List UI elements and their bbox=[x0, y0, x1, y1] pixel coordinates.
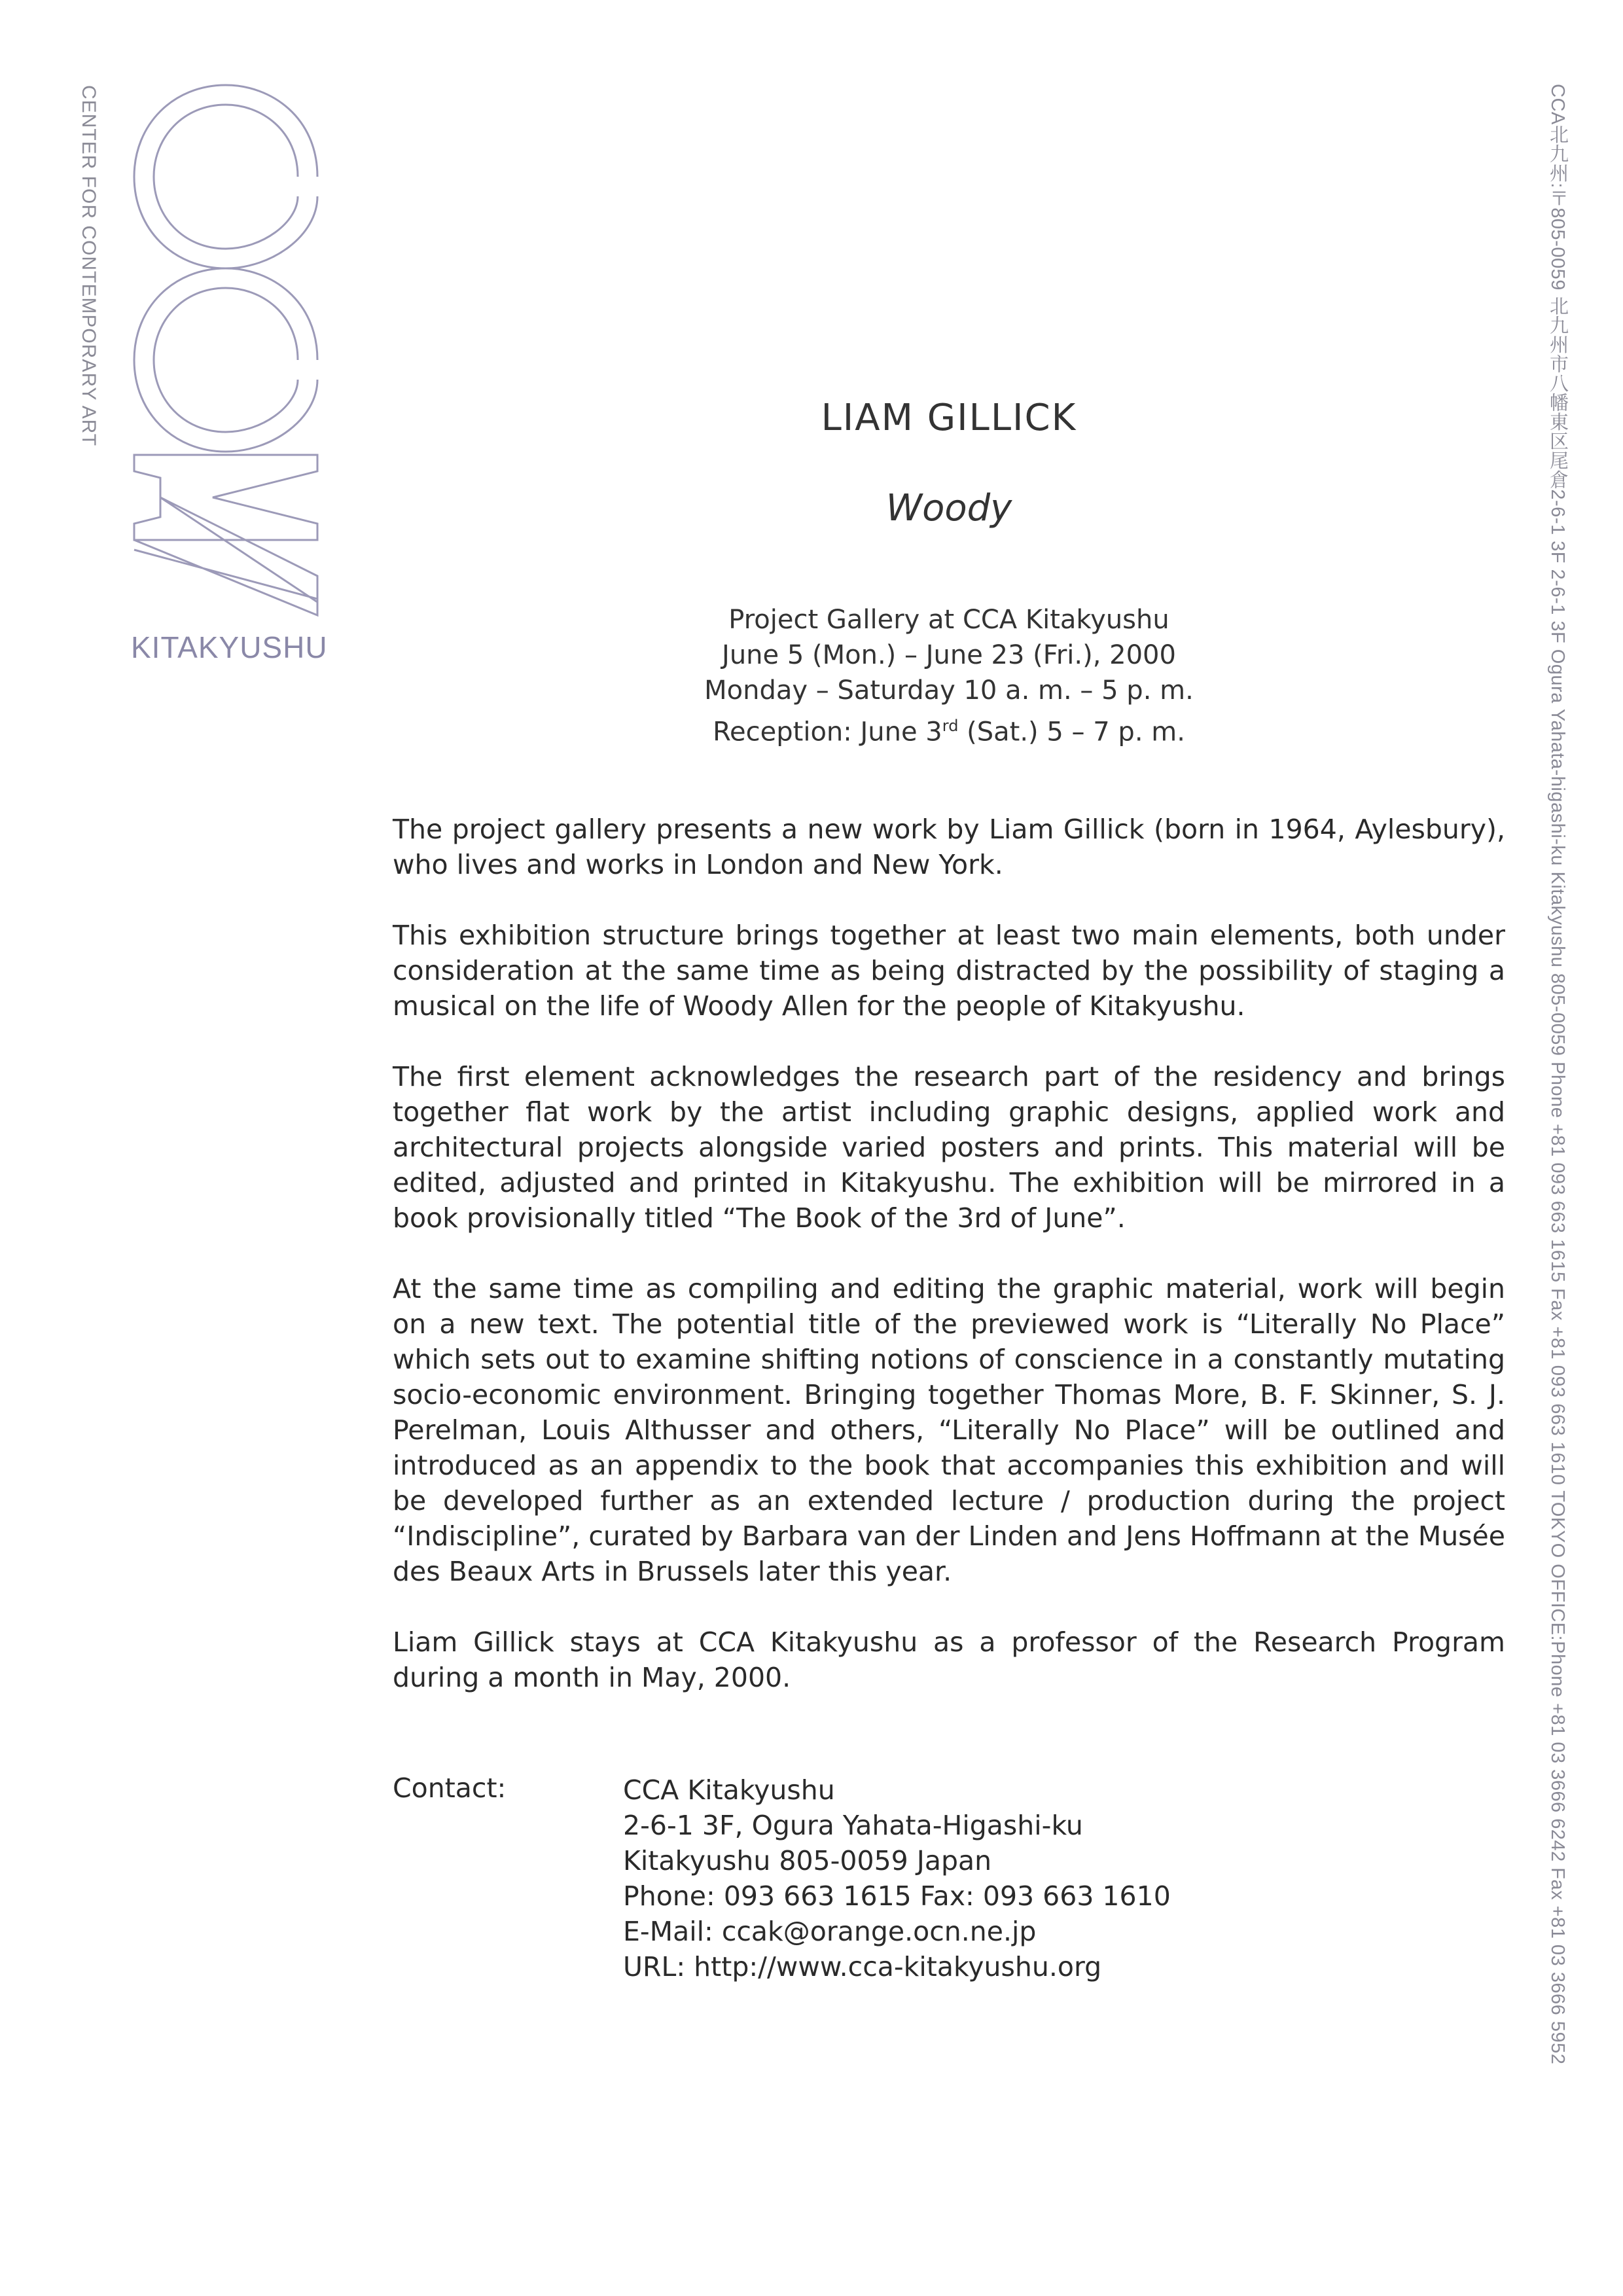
contact-email[interactable]: E-Mail: ccak@orange.ocn.ne.jp bbox=[623, 1916, 1037, 1947]
paragraph: The first element acknowledges the research part of the residency and brings together flat work by the artist including graphic designs, applied work and architectural projects alongside varied posters and prints. This material will be edited, adjusted and printed in Kitakyushu. The exhibition will be mirrored in a book provisionally titled “The Book of the 3rd of June”. bbox=[393, 1061, 1505, 1234]
contact-line: Phone: 093 663 1615 Fax: 093 663 1610 bbox=[623, 1880, 1171, 1912]
logo-city: KITAKYUSHU bbox=[131, 630, 328, 664]
sidebar-address: CCA北九州:〒805-0059 北九州市八幡東区尾倉2-6-1 3F 2-6-1 3F Ogura Yahata-higashi-ku Kitakyushu 805-0059 Phone +81 093 663 1615 Fax +81 093 663 1610 TOKYO OFFICE:Phone +81 03 3666 6242 Fax +81 03 3666 5952 bbox=[1547, 84, 1568, 2065]
logo-tagline: CENTER FOR CONTEMPORARY ART bbox=[78, 85, 99, 447]
reception-prefix: Reception: June 3 bbox=[713, 717, 942, 747]
artist-name: LIAM GILLICK bbox=[821, 397, 1077, 439]
cca-logo-outline-icon bbox=[121, 79, 344, 622]
reception-ordinal: rd bbox=[942, 717, 959, 735]
reception bbox=[589, 708, 1309, 749]
contact-block bbox=[623, 1772, 1171, 1984]
reception-suffix: (Sat.) 5 – 7 p. m. bbox=[958, 717, 1185, 747]
venue: Project Gallery at CCA Kitakyushu bbox=[728, 605, 1169, 635]
body-text bbox=[393, 812, 1505, 1731]
contact-line: CCA Kitakyushu bbox=[623, 1774, 835, 1806]
hours: Monday – Saturday 10 a. m. – 5 p. m. bbox=[704, 675, 1194, 706]
contact-line: Kitakyushu 805-0059 Japan bbox=[623, 1845, 992, 1876]
paragraph: At the same time as compiling and editing the graphic material, work will begin on a new text. The potential title of the previewed work is “Literally No Place” which sets out to examine shifting notions of conscience in a constantly mutating socio-economic environment. Bringing together Thomas More, B. F. Skinner, S. J. Perelman, Louis Althusser and others, “Literally No Place” will be outlined and introduced as an appendix to the book that accompanies this exhibition and will be developed further as an extended lecture / production during the project “Indiscipline”, curated by Barbara van der Linden and Jens Hoffmann at the Musée des Beaux Arts in Brussels later this year. bbox=[393, 1273, 1505, 1587]
cca-logo bbox=[121, 79, 344, 622]
exhibition-info bbox=[589, 602, 1309, 749]
contact-url[interactable]: URL: http://www.cca-kitakyushu.org bbox=[623, 1951, 1102, 1982]
contact-line: 2-6-1 3F, Ogura Yahata-Higashi-ku bbox=[623, 1810, 1083, 1841]
dates: June 5 (Mon.) – June 23 (Fri.), 2000 bbox=[722, 640, 1176, 670]
paragraph: The project gallery presents a new work by Liam Gillick (born in 1964, Aylesbury), who lives and works in London and New York. bbox=[393, 814, 1505, 880]
work-title: Woody bbox=[885, 487, 1012, 529]
paragraph: Liam Gillick stays at CCA Kitakyushu as a professor of the Research Program during a month in May, 2000. bbox=[393, 1626, 1505, 1693]
paragraph: This exhibition structure brings together at least two main elements, both under consideration at the same time as being distracted by the possibility of staging a musical on the life of Woody Allen for the people of Kitakyushu. bbox=[393, 920, 1505, 1022]
contact-label: Contact: bbox=[393, 1772, 507, 1804]
